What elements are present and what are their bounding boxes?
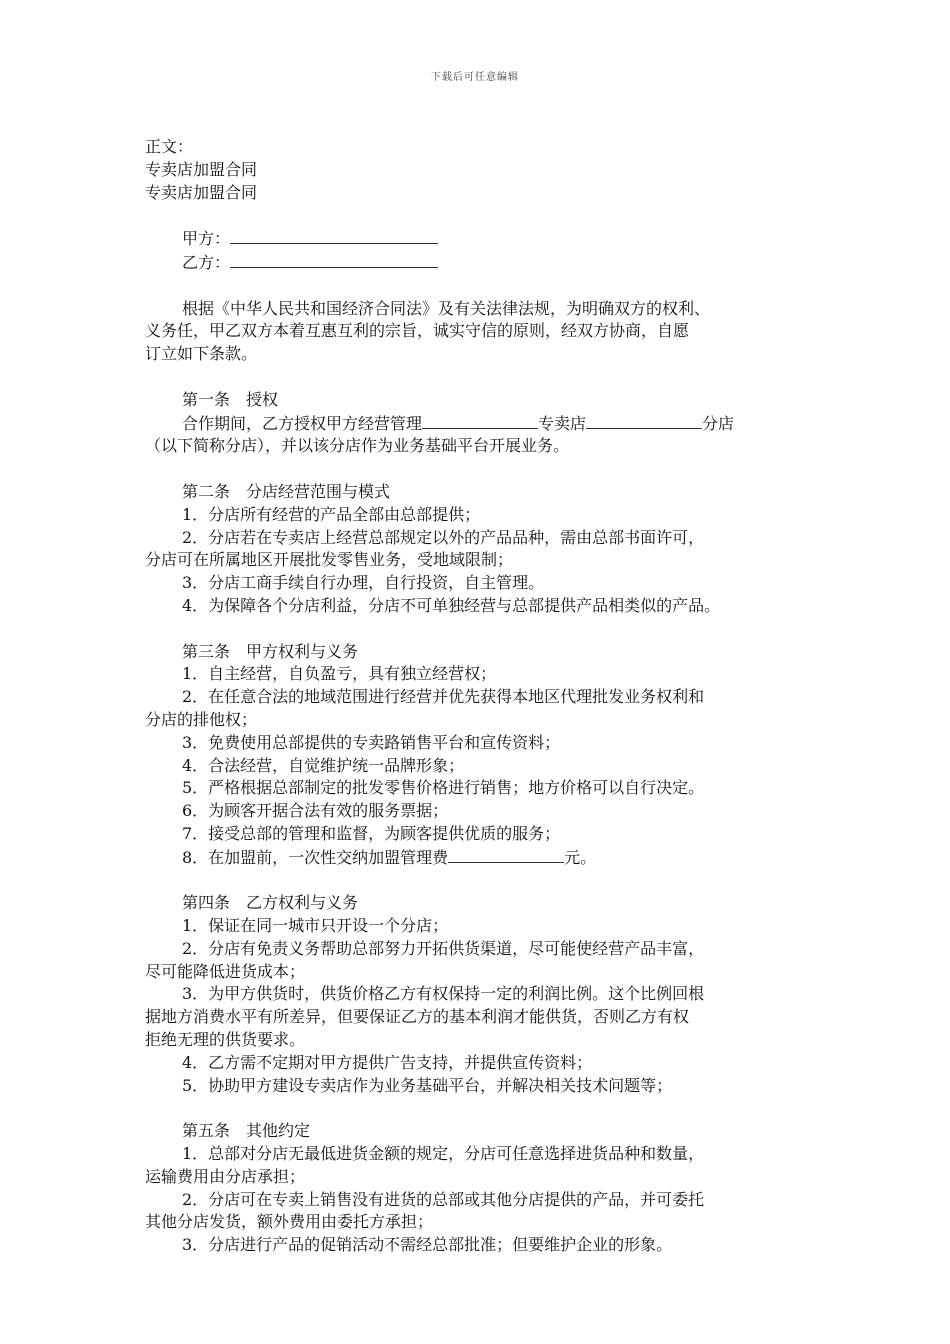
article-3-item-fee: [145, 846, 825, 870]
article-1-text: 分店: [702, 413, 735, 433]
fee-text: 8．在加盟前，一次性交纳加盟管理费: [182, 847, 449, 867]
article-3-item: 6．为顾客开据合法有效的服务票据；: [182, 801, 449, 821]
party-b-label: 乙方：: [182, 252, 231, 272]
party-a-line: [145, 227, 825, 251]
party-a-label: 甲方：: [182, 229, 231, 249]
article-4-item-cont: 尽可能降低进货成本；: [145, 961, 306, 981]
party-a-blank: [230, 227, 438, 244]
article-4-item: 1．保证在同一城市只开设一个分店；: [182, 916, 449, 936]
preamble-line: 订立如下条款。: [145, 344, 258, 364]
article-4-item: 2．分店有免责义务帮助总部努力开拓供货渠道，尽可能使经营产品丰富，: [182, 938, 705, 958]
article-3-item: 2．在任意合法的地域范围进行经营并优先获得本地区代理批发业务权利和: [182, 687, 705, 707]
article-2-item: 2．分店若在专卖店上经营总部规定以外的产品品种，需由总部书面许可，: [182, 527, 705, 547]
article-2-title: 第二条 分店经营范围与模式: [182, 481, 391, 501]
article-4-item-cont: 据地方消费水平有所差异，但要保证乙方的基本利润才能供货，否则乙方有权: [145, 1007, 690, 1027]
article-5-item: 2．分店可在专卖上销售没有进货的总部或其他分店提供的产品，并可委托: [182, 1189, 705, 1209]
article-3-title: 第三条 甲方权利与义务: [182, 641, 359, 661]
article-3-item: 5．严格根据总部制定的批发零售价格进行销售；地方价格可以自行决定。: [182, 778, 705, 798]
article-4-item: 3．为甲方供货时，供货价格乙方有权保持一定的利润比例。这个比例回根: [182, 984, 705, 1004]
article-1-text: 专卖店: [538, 413, 587, 433]
page-header: 下载后可任意编辑: [431, 72, 519, 83]
store-name-blank: [422, 412, 538, 429]
article-5-item: 3．分店进行产品的促销活动不需经总部批准；但要维护企业的形象。: [182, 1235, 673, 1255]
article-1-title: 第一条 授权: [182, 389, 279, 409]
article-5-item-cont: 运输费用由分店承担；: [145, 1166, 306, 1186]
article-4-item-cont: 拒绝无理的供货要求。: [145, 1030, 306, 1050]
article-3-item: 4．合法经营，自觉维护统一品牌形象；: [182, 755, 465, 775]
party-b-blank: [230, 251, 438, 268]
article-4-item: 5．协助甲方建设专卖店作为业务基础平台，并解决相关技术问题等；: [182, 1075, 673, 1095]
fee-unit: 元。: [564, 847, 597, 867]
article-1-line: [145, 412, 825, 436]
article-2-item: 4．为保障各个分店利益，分店不可单独经营与总部提供产品相类似的产品。: [182, 595, 721, 615]
article-2-item: 1．分店所有经营的产品全部由总部提供；: [182, 504, 481, 524]
preamble-line: 义务任，甲乙双方本着互惠互利的宗旨，诚实守信的原则，经双方协商，自愿: [145, 321, 690, 341]
branch-name-blank: [586, 412, 702, 429]
party-b-line: [145, 251, 825, 275]
article-3-item-cont: 分店的排他权；: [145, 709, 258, 729]
article-1-text: 合作期间，乙方授权甲方经营管理: [182, 413, 423, 433]
article-4-item: 4．乙方需不定期对甲方提供广告支持，并提供宣传资料；: [182, 1052, 593, 1072]
contract-title: 专卖店加盟合同: [145, 159, 258, 179]
fee-amount-blank: [448, 846, 564, 863]
article-3-item: 1．自主经营，自负盈亏，具有独立经营权；: [182, 664, 497, 684]
contract-title-repeat: 专卖店加盟合同: [145, 182, 258, 202]
article-5-item: 1．总部对分店无最低进货金额的规定，分店可任意选择进货品种和数量，: [182, 1144, 705, 1164]
article-2-item: 3．分店工商手续自行办理，自行投资，自主管理。: [182, 573, 545, 593]
intro-label: 正文：: [145, 137, 194, 156]
contract-body: [145, 136, 825, 1257]
preamble-line: 根据《中华人民共和国经济合同法》及有关法律法规，为明确双方的权利、: [182, 298, 711, 318]
article-4-title: 第四条 乙方权利与义务: [182, 893, 359, 913]
article-2-item-cont: 分店可在所属地区开展批发零售业务，受地域限制；: [145, 550, 514, 570]
article-5-title: 第五条 其他约定: [182, 1121, 311, 1141]
article-3-item: 3．免费使用总部提供的专卖路销售平台和宣传资料；: [182, 732, 561, 752]
article-1-line: （以下简称分店），并以该分店作为业务基础平台开展业务。: [145, 436, 570, 456]
article-3-item: 7．接受总部的管理和监督，为顾客提供优质的服务；: [182, 823, 561, 843]
article-5-item-cont: 其他分店发货，额外费用由委托方承担；: [145, 1212, 434, 1232]
